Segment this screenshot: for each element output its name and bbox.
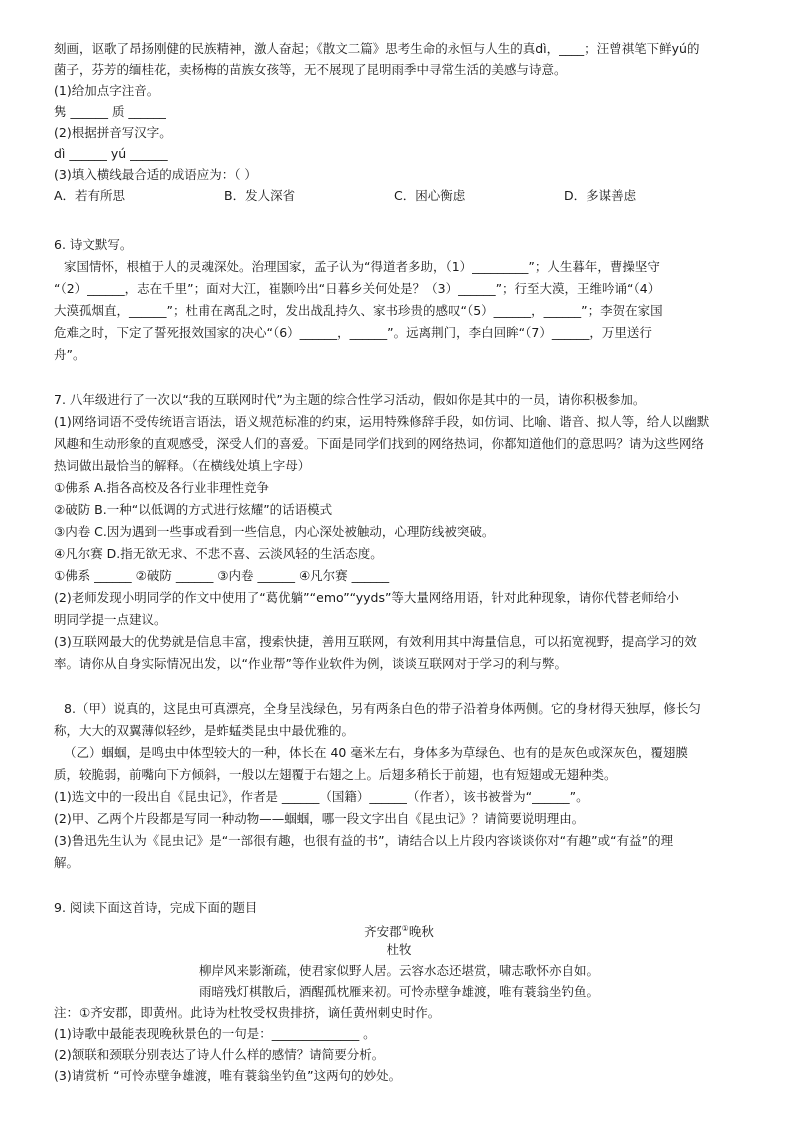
q5-passage-line: 刻画，讴歌了昂扬刚健的民族精神，激人奋起；《散文二篇》思考生命的永恒与人生的真dì，____；汪曾祺笔下鲜yú的 — [54, 41, 700, 56]
poem-line: 雨暗残灯棋散后，酒醒孤枕雁来初。可怜赤壁争雄渡，唯有蓑翁坐钓鱼。 — [198, 984, 599, 999]
q7-match-item: ①佛系 A.指各高校及各行业非理性竞争 — [54, 480, 269, 495]
q8-subquestion: (1)选文中的一段出自《昆虫记》，作者是 ______（国籍）______（作者），该书被誉为“______”。 — [54, 789, 589, 804]
q6-title: 6. 诗文默写。 — [54, 237, 133, 252]
q6-text-line: 危难之时，下定了誓死报效国家的决心“（6）______，______”。远离荆门，李白回眸“（7）______，万里送行 — [54, 325, 652, 340]
option-d: D．多谋善虑 — [564, 188, 637, 203]
q5-subquestion: (2)根据拼音写汉字。 — [54, 125, 172, 140]
q6-text-line: 家国情怀，根植于人的灵魂深处。治理国家，孟子认为“得道者多助，（1）_________”；人生暮年，曹操坚守 — [64, 259, 660, 274]
q6-text-line: 舟”。 — [54, 347, 86, 362]
q7-title: 7. 八年级进行了一次以“我的互联网时代”为主题的综合性学习活动，假如你是其中的一员，请你积极参加。 — [54, 392, 646, 407]
q7-text-line: 明同学提一点建议。 — [54, 612, 167, 627]
poem-title: 齐安郡①晚秋 — [364, 924, 434, 940]
q8-text-line: 质，较脆弱，前嘴向下方倾斜，一般以左翅覆于右翅之上。后翅多稍长于前翅，也有短翅或无翅种类。 — [54, 767, 617, 782]
q8-subquestion: (2)甲、乙两个片段都是写同一种动物——蝈蝈，哪一段文字出自《昆虫记》？请简要说明理由。 — [54, 811, 585, 826]
q8-text-line: 称，大大的双翼薄似轻纱，是蚱蜢类昆虫中最优雅的。 — [54, 723, 355, 738]
q8-subquestion: (3)鲁迅先生认为《昆虫记》是“一部很有趣，也很有益的书”，请结合以上片段内容谈谈你对“有趣”或“有益”的理 — [54, 833, 674, 848]
q8-text-line: （乙）蝈蝈，是鸣虫中体型较大的一种，体长在 40 毫米左右，身体多为草绿色、也有的是灰色或深灰色，覆翅膜 — [64, 745, 688, 760]
q7-match-item: ④凡尔赛 D.指无欲无求、不悲不喜、云淡风轻的生活态度。 — [54, 546, 383, 561]
q7-text-line: (2)老师发现小明同学的作文中使用了“葛优躺”“emo”“yyds”等大量网络用语，针对此种现象，请你代替老师给小 — [54, 590, 679, 605]
poem-note: 注：①齐安郡，即黄州。此诗为杜牧受权贵排挤，谪任黄州刺史时作。 — [54, 1005, 441, 1020]
q6-text-line: “（2）______，志在千里”；面对大江，崔颢吟出“日暮乡关何处是？（3）______”；行至大漠，王维吟诵“（4） — [54, 281, 661, 296]
q9-subquestion: (1)诗歌中最能表现晚秋景色的一句是：______________ 。 — [54, 1026, 376, 1041]
q5-subquestion: (1)给加点字注音。 — [54, 83, 160, 98]
q7-text-line: (1)网络词语不受传统语言语法，语义规范标准的约束，运用特殊修辞手段，如仿词、比喻、谐音、拟人等，给人以幽默 — [54, 414, 710, 429]
q5-subquestion: (3)填入横线最合适的成语应为：（ ） — [54, 167, 257, 182]
q9-subquestion: (3)请赏析 “可怜赤壁争雄渡，唯有蓑翁坐钓鱼”这两句的妙处。 — [54, 1068, 402, 1083]
q5-char-blanks: dì ______ yú ______ — [54, 146, 168, 161]
option-b: B．发人深省 — [224, 188, 296, 203]
q7-text-line: 热词做出最恰当的解释。（在横线处填上字母） — [54, 458, 311, 473]
q5-passage-line: 菌子，芬芳的缅桂花，卖杨梅的苗族女孩等，无不展现了昆明雨季中寻常生活的美感与诗意。 — [54, 62, 567, 77]
q6-text-line: 大漠孤烟直，______”；杜甫在离乱之时，发出战乱持久、家书珍贵的感叹“（5）______，______”；李贺在家国 — [54, 303, 663, 318]
q7-text-line: 风趣和生动形象的直观感受，深受人们的喜爱。下面是同学们找到的网络热词，你都知道他们的意思吗？请为这些网络 — [54, 436, 705, 451]
q9-subquestion: (2)颔联和颈联分别表达了诗人什么样的感情？请简要分析。 — [54, 1047, 385, 1062]
q7-text-line: (3)互联网最大的优势就是信息丰富，搜索快捷，善用互联网，有效利用其中海量信息，可以拓宽视野，提高学习的效 — [54, 634, 697, 649]
q7-text-line: 率。请你从自身实际情况出发，以“作业帮”等作业软件为例，谈谈互联网对于学习的利与弊。 — [54, 656, 567, 671]
poem-author: 杜牧 — [386, 942, 412, 957]
q7-answer-blanks: ①佛系 ______ ②破防 ______ ③内卷 ______ ④凡尔赛 ______ — [54, 568, 390, 583]
q7-match-item: ③内卷 C.因为遇到一些事或看到一些信息，内心深处被触动，心理防线被突破。 — [54, 524, 495, 539]
poem-line: 柳岸风来影渐疏，使君家似野人居。云容水态还堪赏，啸志歌怀亦自如。 — [198, 963, 599, 978]
q8-text-line: 8.（甲）说真的，这昆虫可真漂亮，全身呈浅绿色，另有两条白色的带子沿着身体两侧。它的身材得天独厚，修长匀 — [64, 701, 701, 716]
q5-pinyin-blanks: 隽 ______ 质 ______ — [54, 104, 166, 119]
q9-title: 9. 阅读下面这首诗，完成下面的题目 — [54, 900, 258, 915]
q8-text-line: 解。 — [54, 855, 80, 870]
option-c: C．困心衡虑 — [394, 188, 466, 203]
q7-match-item: ②破防 B.一种“以低调的方式进行炫耀”的话语模式 — [54, 502, 333, 517]
footnote-mark: ① — [401, 924, 409, 933]
option-a: A．若有所思 — [54, 188, 126, 203]
